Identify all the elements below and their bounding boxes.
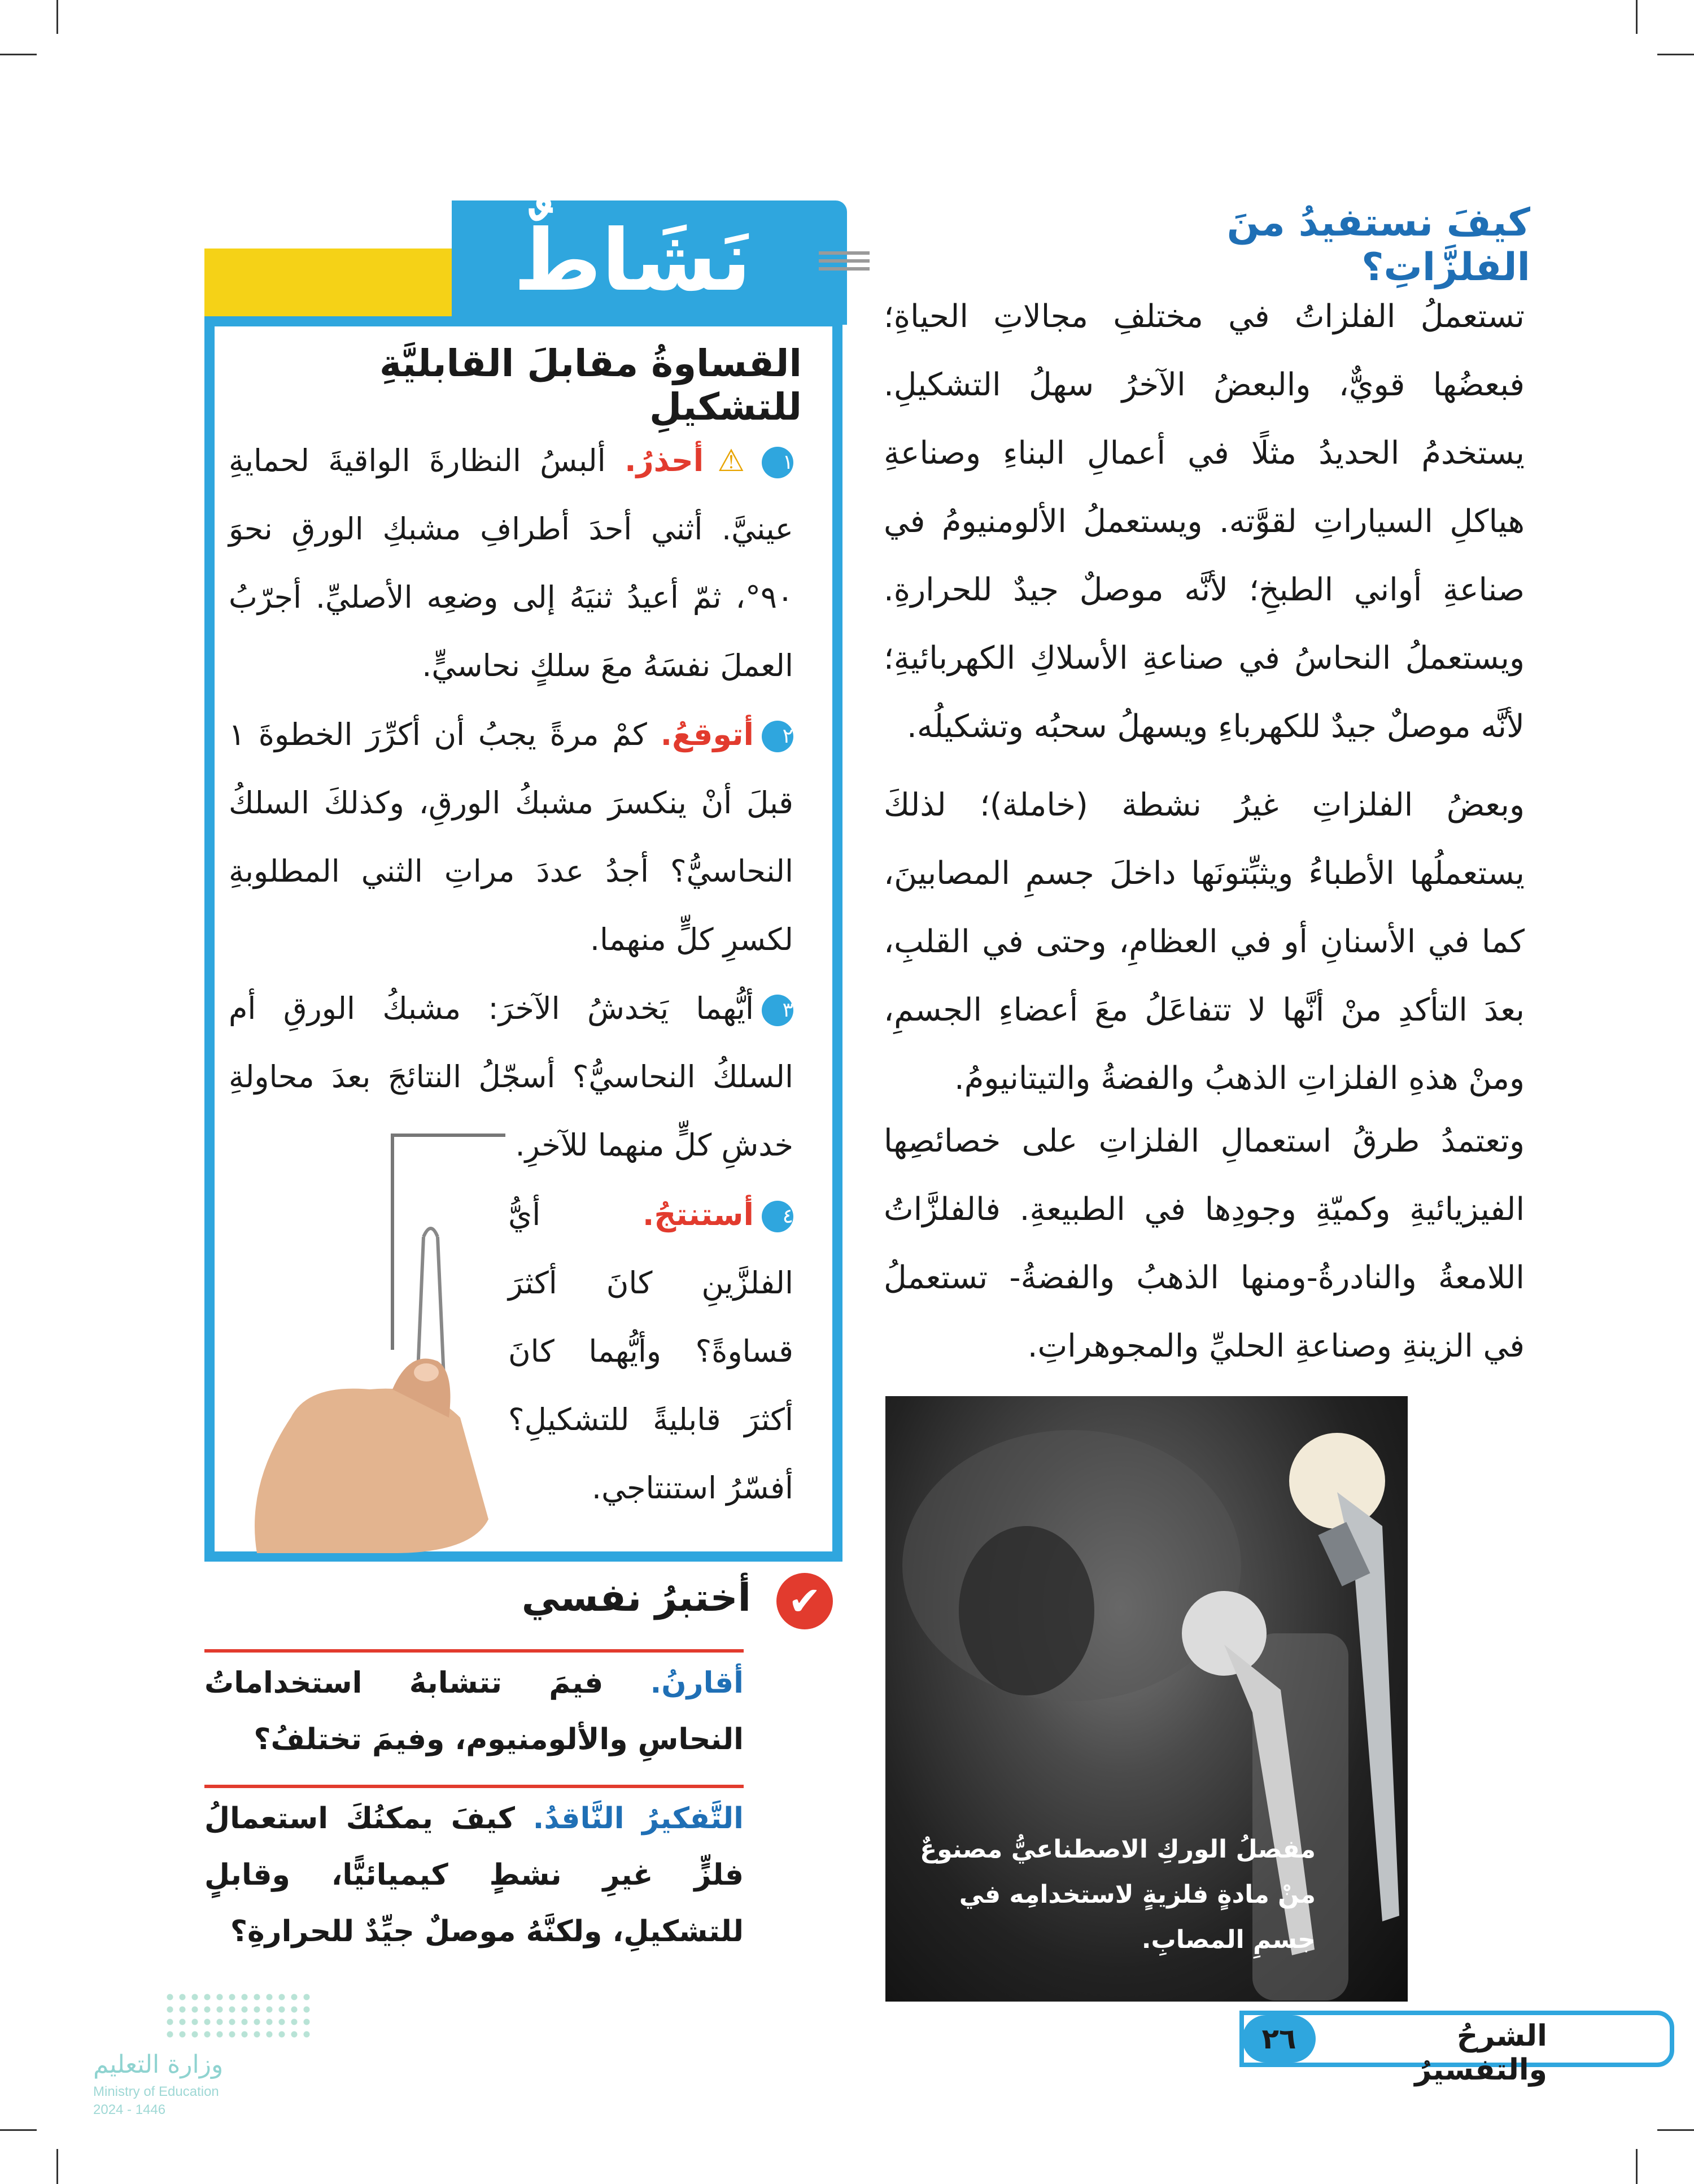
crop-mark: [1657, 2129, 1694, 2131]
step-number-badge: ٣: [762, 995, 793, 1026]
paragraph-metals-uses: تستعملُ الفلزاتُ في مختلفِ مجالاتِ الحياةِ؛ فبعضُها قويٌّ، والبعضُ الآخرُ سهلُ التشكيلِ. يستخدمُ الحديدُ مثلًا في أعمالِ البناءِ وصناعةِ هياكلِ السياراتِ لقوَّته. ويستعملُ الألومنيومُ في صناعةِ أواني الطبخِ؛ لأنَّه موصلٌ جيدٌ للحرارةِ. ويستعملُ النحاسُ في صناعةِ الأسلاكِ الكهربائيةِ؛ لأنَّه موصلٌ جيدٌ للكهرباءِ ويسهلُ سحبُه وتشكيلُه.: [884, 298, 1525, 745]
divider: [204, 1785, 744, 1788]
activity-label: نَشَاطٌ: [513, 212, 752, 310]
step-text: أيُّهما يَخدشُ الآخرَ: مشبكُ الورقِ أم السلكُ النحاسيُّ؟ أسجّلُ النتائجَ بعدَ محاولةِ خدشِ كلٍّ منهما للآخرِ.: [229, 991, 793, 1163]
footer-section-label: الشرحُ والتفسيرُ: [1414, 2019, 1547, 2087]
ministry-logo-arabic: وزارة التعليم: [93, 2050, 224, 2079]
self-test-title: أختبرُ نفسي: [521, 1576, 751, 1620]
question-text: كيفَ يمكنُكَ استعمالُ فلزٍّ غيرِ نشطٍ كيميائيًّا، وقابلٍ للتشكيلِ، ولكنَّهُ موصلٌ جيِّدٌ للحرارةِ؟: [204, 1802, 744, 1948]
activity-step: [229, 426, 793, 700]
ministry-logo-year: 2024 - 1446: [93, 2102, 166, 2117]
crop-mark: [0, 54, 37, 55]
step-text: كمْ مرةً يجبُ أن أكرِّرَ الخطوةَ ١ قبلَ أنْ ينكسرَ مشبكُ الورقِ، وكذلكَ السلكُ النحاسيُّ؟ أجدُ عددَ مراتِ الثني المطلوبةِ لكسرِ كلٍّ منهما.: [229, 717, 793, 957]
checkmark-icon: ✔: [776, 1573, 833, 1629]
step-number-badge: ١: [762, 447, 793, 478]
paragraph-precious-metals: وتعتمدُ طرقُ استعمالِ الفلزاتِ على خصائصِها الفيزيائيةِ وكميّةِ وجودِها في الطبيعةِ. فالفلزَّاتُ اللامعةُ والنادرةُ-ومنها الذهبُ والفضةُ- تستعملُ في الزينةِ وصناعةِ الحليِّ والمجوهراتِ.: [884, 1123, 1525, 1365]
step-keyword: أحذرُ.: [625, 443, 704, 478]
menu-lines-icon: [819, 251, 870, 280]
self-test-question: [204, 1790, 744, 1960]
paragraph-inert-metals: وبعضُ الفلزاتِ غيرُ نشطة (خاملة)؛ لذلكَ يستعملُها الأطباءُ ويثبِّتونَها داخلَ جسمِ المصابينَ، كما في الأسنانِ أو في العظامِ، وحتى في القلبِ، بعدَ التأكدِ منْ أنَّها لا تتفاعَلُ معَ أعضاءِ الجسمِ، ومنْ هذهِ الفلزاتِ الذهبُ والفضةُ والتيتانيومُ.: [884, 787, 1525, 1097]
activity-title: القساوةُ مقابلَ القابليَّةِ للتشكيلِ: [379, 342, 802, 429]
question-keyword: أقارنُ.: [650, 1666, 744, 1700]
divider: [204, 1649, 744, 1653]
crop-mark: [1657, 54, 1694, 55]
ministry-logo-english: Ministry of Education: [93, 2084, 219, 2099]
image-caption: مفصلُ الوركِ الاصطناعيُّ مصنوعٌ منْ مادةٍ فلزيةٍ لاستخدامِه في جسمِ المصابِ.: [920, 1835, 1316, 1954]
step-text: ألبسُ النظارةَ الواقيةَ لحمايةِ عينيَّ. أثني أحدَ أطرافِ مشبكِ الورقِ نحوَ ٩٠°، ثمّ أعيدُ ثنيَهُ إلى وضعِه الأصليِّ. أجرّبُ العملَ نفسَهُ معَ سلكٍ نحاسيٍّ.: [229, 443, 793, 683]
activity-step: [508, 1180, 793, 1522]
step-number-badge: ٤: [762, 1201, 793, 1232]
crop-mark: [1636, 0, 1638, 34]
section-title: كيفَ نستفيدُ منَ الفلزَّاتِ؟: [1226, 200, 1530, 290]
crop-mark: [0, 2129, 37, 2131]
crop-mark: [56, 0, 58, 34]
question-keyword: التَّفكيرُ النَّاقدُ.: [532, 1802, 744, 1836]
question-text: فيمَ تتشابهُ استخداماتُ النحاسِ والألومنيوم، وفيمَ تختلفُ؟: [204, 1666, 744, 1756]
hand-paperclip-photo: [223, 1124, 505, 1553]
crop-mark: [56, 2149, 58, 2184]
page-number: ٢٦: [1242, 2015, 1316, 2063]
crop-mark: [1636, 2149, 1638, 2184]
self-test-question: [204, 1655, 744, 1768]
ministry-logo-pattern: [164, 1991, 311, 2042]
step-text: أيُّ الفلزَّينِ كانَ أكثرَ قساوةً؟ وأيُّهما كانَ أكثرَ قابليةً للتشكيلِ؟ أفسّرُ استنتاجي.: [508, 1197, 793, 1506]
warning-icon: ⚠: [708, 443, 754, 478]
step-keyword: أستنتجُ.: [642, 1197, 754, 1232]
step-number-badge: ٢: [762, 721, 793, 752]
activity-step: [229, 700, 793, 974]
step-keyword: أتوقعُ.: [660, 717, 754, 752]
